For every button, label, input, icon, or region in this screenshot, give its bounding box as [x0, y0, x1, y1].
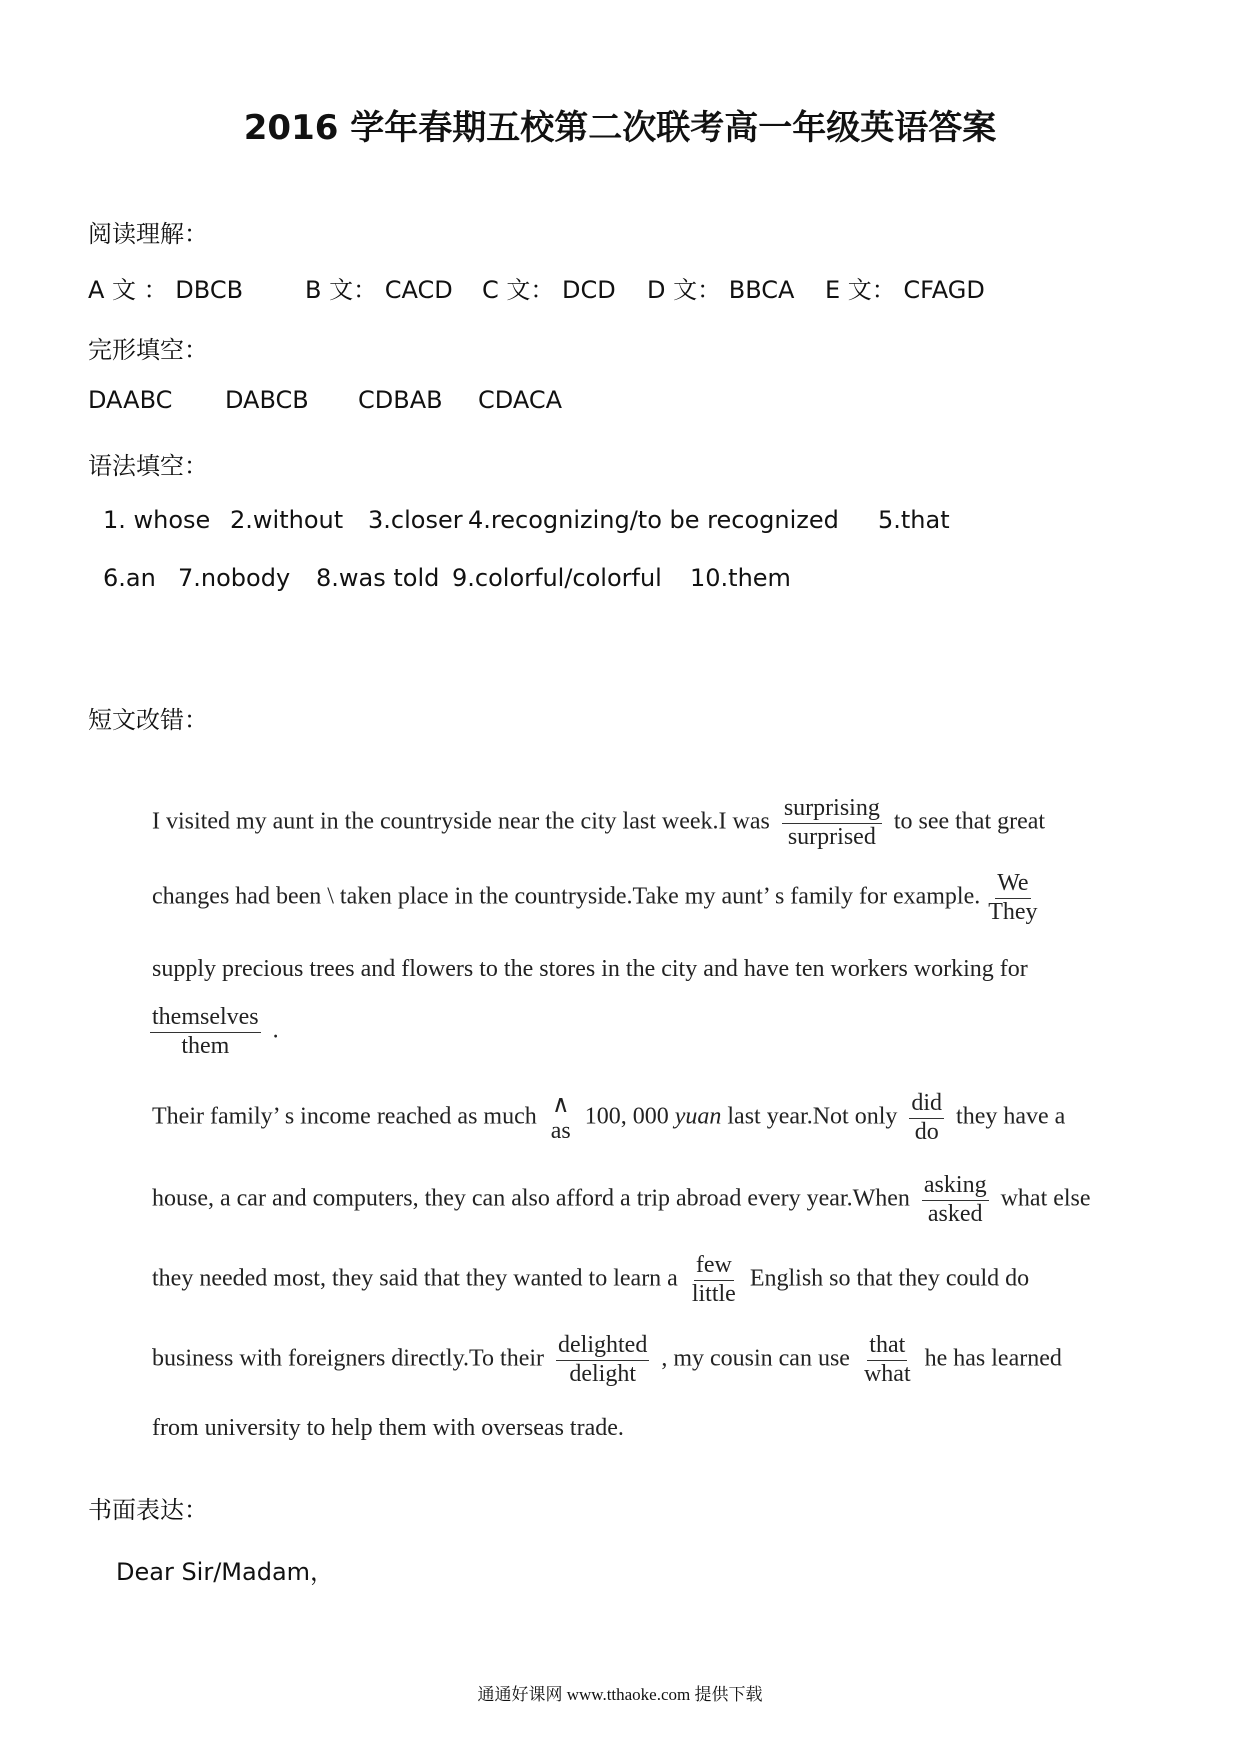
reading-heading: 阅读理解：: [88, 220, 208, 248]
grammar-answer-2: 2.without: [230, 506, 344, 534]
correction-line-3: supply precious trees and flowers to the stores in the city and have ten workers working for: [152, 956, 1028, 982]
correction-line-2: [152, 870, 1046, 926]
caret-icon: ∧: [551, 1091, 570, 1118]
text-segment: house, a car and computers, they can also afford a trip abroad every year.When: [152, 1185, 910, 1212]
text-segment: .: [272, 1017, 279, 1044]
reading-answer-a: A 文 ： DBCB: [88, 276, 244, 304]
correction-line-9: from university to help them with overseas trade.: [152, 1415, 624, 1441]
letter-salutation: Dear Sir/Madam，: [116, 1558, 335, 1586]
cloze-group-4: CDACA: [478, 386, 562, 414]
original-word: did: [909, 1090, 944, 1119]
reading-answer-b: B 文： CACD: [305, 276, 453, 304]
correction-line-8: [152, 1332, 1062, 1388]
cloze-heading: 完形填空：: [88, 336, 208, 364]
corrected-word: what: [863, 1360, 911, 1387]
correction-mark: [150, 1004, 261, 1060]
text-segment: they needed most, they said that they wanted to learn a: [152, 1265, 678, 1292]
correction-mark: [909, 1090, 944, 1146]
corrected-word: surprised: [787, 823, 876, 850]
text-segment: he has learned: [924, 1345, 1062, 1372]
original-word: that: [867, 1332, 907, 1361]
original-word: themselves: [150, 1004, 261, 1033]
correction-mark: [986, 870, 1039, 926]
reading-answer-d: D 文： BBCA: [647, 276, 795, 304]
cloze-group-3: CDBAB: [358, 386, 443, 414]
inserted-word: as: [550, 1118, 571, 1145]
correction-line-5: [152, 1090, 1065, 1146]
corrected-word: them: [181, 1032, 230, 1059]
grammar-answer-1: 1. whose: [103, 506, 211, 534]
corrected-word: little: [691, 1280, 736, 1307]
text-segment: English so that they could do: [749, 1265, 1030, 1292]
reading-answer-c: C 文： DCD: [482, 276, 616, 304]
text-segment: last year.Not only: [727, 1103, 898, 1130]
grammar-answer-9: 9.colorful/colorful: [452, 564, 662, 592]
original-word: few: [694, 1252, 734, 1281]
correction-mark: [782, 795, 882, 851]
correction-heading: 短文改错：: [88, 706, 208, 734]
correction-line-1: [152, 795, 1045, 851]
grammar-answer-10: 10.them: [690, 564, 791, 592]
reading-answer-e: E 文： CFAGD: [825, 276, 985, 304]
corrected-word: delight: [569, 1360, 636, 1387]
insertion-mark: [551, 1092, 571, 1145]
grammar-answer-3: 3.closer: [368, 506, 463, 534]
grammar-answer-6: 6.an: [103, 564, 156, 592]
correction-line-6: [152, 1172, 1091, 1228]
grammar-heading: 语法填空：: [88, 452, 208, 480]
correction-line-7: [152, 1252, 1029, 1308]
writing-heading: 书面表达：: [88, 1496, 208, 1524]
original-word: delighted: [556, 1332, 649, 1361]
text-segment: what else: [1000, 1185, 1091, 1212]
corrected-word: They: [988, 898, 1038, 925]
page-footer: 通通好课网 www.tthaoke.com 提供下载: [477, 1685, 763, 1704]
grammar-answer-8: 8.was told: [316, 564, 440, 592]
text-segment: I visited my aunt in the countryside near the city last week.I was: [152, 808, 770, 835]
grammar-answer-4: 4.recognizing/to be recognized: [468, 506, 839, 534]
original-word: We: [995, 870, 1030, 899]
cloze-group-1: DAABC: [88, 386, 173, 414]
corrected-word: asked: [927, 1200, 983, 1227]
correction-mark: [556, 1332, 649, 1388]
text-segment: to see that great: [893, 808, 1046, 835]
correction-line-4: [150, 1004, 279, 1060]
text-segment: business with foreigners directly.To their: [152, 1345, 545, 1372]
text-segment: changes had been \ taken place in the countryside.Take my aunt’ s family for example.: [152, 883, 981, 910]
original-word: surprising: [782, 795, 882, 824]
page-title: 2016 学年春期五校第二次联考高一年级英语答案: [243, 108, 997, 148]
text-segment: they have a: [956, 1103, 1066, 1130]
correction-mark: [922, 1172, 989, 1228]
text-segment-italic: yuan: [674, 1103, 722, 1130]
correction-mark: [690, 1252, 738, 1308]
correction-mark: [862, 1332, 913, 1388]
grammar-answer-7: 7.nobody: [178, 564, 291, 592]
corrected-word: do: [914, 1118, 939, 1145]
original-word: asking: [922, 1172, 989, 1201]
text-segment: Their family’ s income reached as much: [152, 1103, 537, 1130]
text-segment: , my cousin can use: [661, 1345, 850, 1372]
grammar-answer-5: 5.that: [878, 506, 950, 534]
cloze-group-2: DABCB: [225, 386, 309, 414]
text-segment: 100, 000: [584, 1103, 669, 1130]
